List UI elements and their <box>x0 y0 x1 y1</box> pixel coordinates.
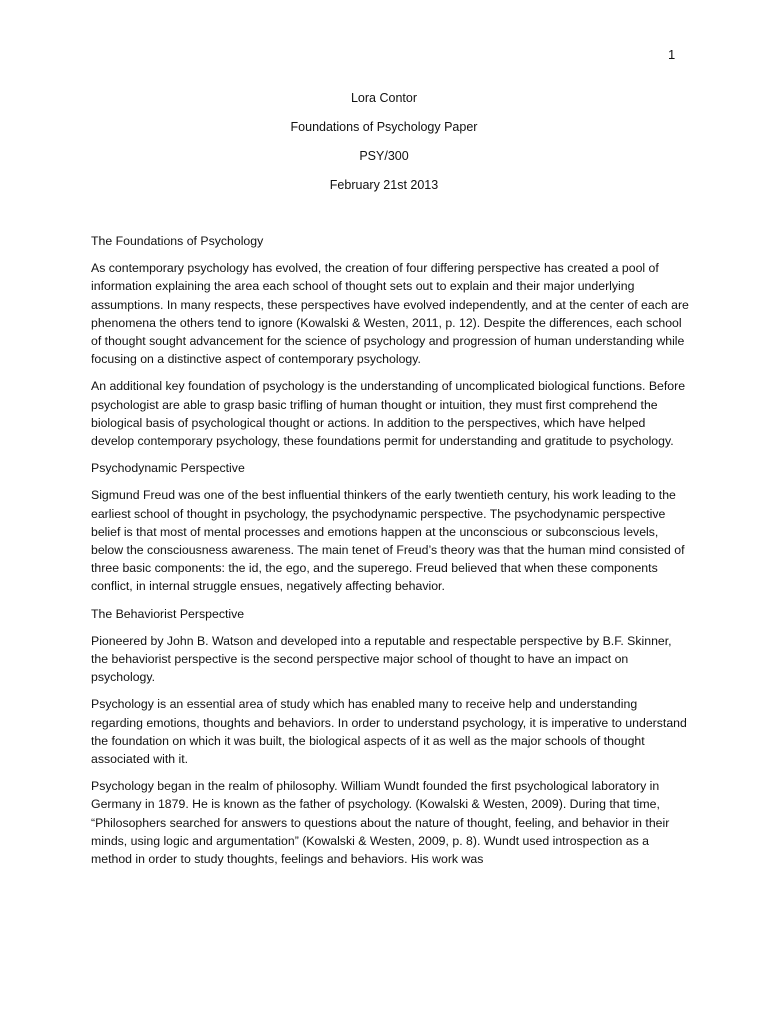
title-block <box>0 90 768 206</box>
author-name: Lora Contor <box>350 91 417 105</box>
course-code: PSY/300 <box>359 149 409 163</box>
section-heading-behaviorist: The Behaviorist Perspective <box>91 606 245 621</box>
paper-title: Foundations of Psychology Paper <box>290 120 478 134</box>
paragraph-1: As contemporary psychology has evolved, the creation of four differing perspective has created a pool of information explaining the area each school of thought sets out to explain and their major underlying assumptions. In many respects, these perspectives have evolved independently, and at the center of each are phenomena the others tend to ignore (Kowalski & Westen, 2011, p. 12). Despite the differences, each school of thought sought advancement for the science of psychology and progression of human understanding while focusing on a distinctive aspect of contemporary psychology. <box>91 261 689 367</box>
section-heading-foundations: The Foundations of Psychology <box>91 234 264 248</box>
section-heading-psychodynamic: Psychodynamic Perspective <box>91 461 245 476</box>
paragraph-6: Psychology began in the realm of philosophy. William Wundt founded the first psychological laboratory in Germany in 1879. He is known as the father of psychology. (Kowalski & Westen, 2009). During that time, “Philosophers searched for answers to questions about the nature of thought, feeling, and behavior in their minds, using logic and argumentation” (Kowalski & Westen, 2009, p. 8). Wundt used introspection as a method in order to study thoughts, feelings and behaviors. His work was <box>91 779 670 867</box>
paragraph-2: An additional key foundation of psychology is the understanding of uncomplicated biological functions. Before psychologist are able to grasp basic trifling of human thought or intuition, they must first comprehend the biological basis of psychological thought or actions. In addition to the perspectives, which have helped develop contemporary psychology, these foundations permit for understanding and gratitude to psychology. <box>91 379 686 449</box>
document-body <box>91 232 691 868</box>
paragraph-5: Psychology is an essential area of study which has enabled many to receive help and understanding regarding emotions, thoughts and behaviors. In order to understand psychology, it is imperative to understand the foundation on which it was built, the biological aspects of it as well as the major schools of thought associated with it. <box>91 697 687 767</box>
paragraph-4: Pioneered by John B. Watson and developed into a reputable and respectable perspective by B.F. Skinner, the behaviorist perspective is the second perspective major school of thought to have an impact on psychology. <box>91 633 672 685</box>
paper-date: February 21st 2013 <box>329 178 439 192</box>
page-number: 1 <box>668 47 676 62</box>
paragraph-3: Sigmund Freud was one of the best influential thinkers of the early twentieth century, his work leading to the earliest school of thought in psychology, the psychodynamic perspective. The psychodynamic perspective belief is that most of mental processes and emotions happen at the unconscious or subconscious levels, below the consciousness awareness. The main tenet of Freud’s theory was that the human mind consisted of three basic components: the id, the ego, and the superego. Freud believed that when these components conflict, in internal struggle ensues, negatively affecting behavior. <box>91 488 685 594</box>
